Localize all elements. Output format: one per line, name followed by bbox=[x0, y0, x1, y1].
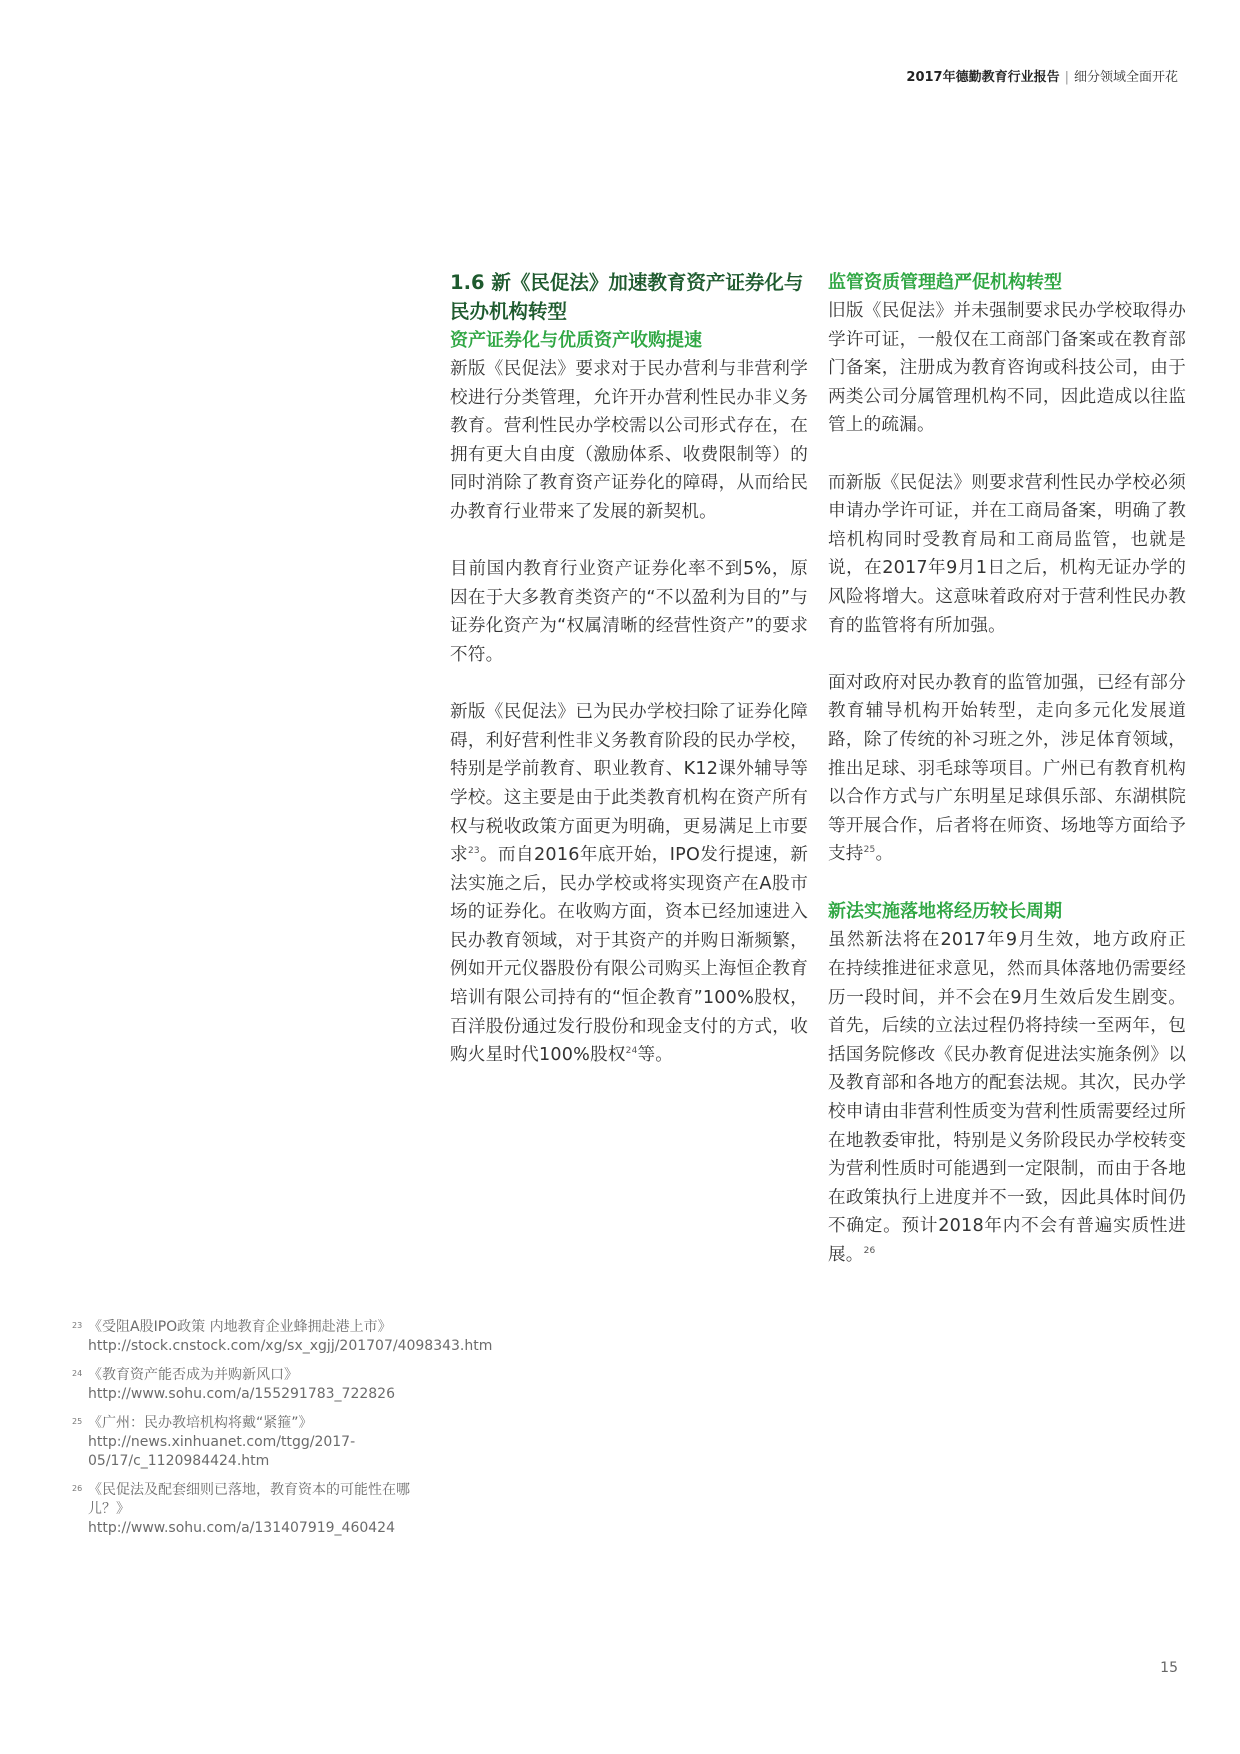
footnote-item: 25 《广州：民办教培机构将戴“紧箍”》http://news.xinhuanet.com/ttgg/2017-05/17/c_1120984424.htm bbox=[72, 1415, 356, 1469]
header-separator: | bbox=[1064, 70, 1069, 85]
subheading-implementation: 新法实施落地将经历较长周期 bbox=[828, 901, 1062, 923]
footnote-item: 24 《教育资产能否成为并购新风口》http://www.sohu.com/a/155291783_722826 bbox=[72, 1367, 395, 1402]
footnote-text[interactable]: 《教育资产能否成为并购新风口》http://www.sohu.com/a/155291783_722826 bbox=[88, 1367, 395, 1402]
section-title: 细分领域全面开花 bbox=[1073, 70, 1178, 85]
footnote-text[interactable]: 《民促法及配套细则已落地，教育资本的可能性在哪儿？》http://www.sohu.com/a/131407919_460424 bbox=[88, 1482, 410, 1536]
paragraph: 目前国内教育行业资产证券化率不到5%，原因在于大多教育类资产的“不以盈利为目的”与证券化资产为“权属清晰的经营性资产”的要求不符。 bbox=[450, 559, 808, 665]
paragraph: 而新版《民促法》则要求营利性民办学校必须申请办学许可证，并在工商局备案，明确了教培机构同时受教育局和工商局监管，也就是说，在2017年9月1日之后，机构无证办学的风险将增大。这意味着政府对于营利性民办教育的监管将有所加强。 bbox=[828, 472, 1186, 636]
footnote-ref[interactable]: 24 bbox=[625, 1046, 638, 1057]
footnote-ref[interactable]: 23 bbox=[468, 846, 480, 857]
subheading-securitization: 资产证券化与优质资产收购提速 bbox=[450, 330, 702, 351]
left-text-column bbox=[450, 268, 808, 1098]
paragraph: 旧版《民促法》并未强制要求民办学校取得办学许可证，一般仅在工商部门备案或在教育部门备案，注册成为教育咨询或科技公司，由于两类公司分属管理机构不同，因此造成以往监管上的疏漏。 bbox=[828, 301, 1186, 436]
paragraph: 面对政府对民办教育的监管加强，已经有部分教育辅导机构开始转型，走向多元化发展道路，除了传统的补习班之外，涉足体育领域，推出足球、羽毛球等项目。广州已有教育机构以合作方式与广东明星足球俱乐部、东湖棋院等开展合作，后者将在师资、场地等方面给予支持$^{25}$。 bbox=[828, 672, 1186, 865]
running-header bbox=[906, 66, 1178, 85]
paragraph: 新版《民促法》要求对于民办营利与非营利学校进行分类管理，允许开办营利性民办非义务教育。营利性民办学校需以公司形式存在，在拥有更大自由度（激励体系、收费限制等）的同时消除了教育资产证券化的障碍，从而给民办教育行业带来了发展的新契机。 bbox=[450, 359, 808, 522]
footnotes bbox=[72, 1318, 493, 1548]
footnote-item: 26 《民促法及配套细则已落地，教育资本的可能性在哪儿？》http://www.sohu.com/a/131407919_460424 bbox=[72, 1482, 410, 1536]
footnote-text[interactable]: 《受阻A股IPO政策 内地教育企业蜂拥赴港上市》http://stock.cnstock.com/xg/sx_xgjj/201707/4098343.htm bbox=[88, 1319, 493, 1354]
section-heading: 1.6 新《民促法》加速教育资产证券化与民办机构转型 bbox=[450, 271, 804, 323]
footnote-text[interactable]: 《广州：民办教培机构将戴“紧箍”》http://news.xinhuanet.com/ttgg/2017-05/17/c_1120984424.htm bbox=[88, 1415, 356, 1469]
paragraph: 虽然新法将在2017年9月生效，地方政府正在持续推进征求意见，然而具体落地仍需要经历一段时间，并不会在9月生效后发生剧变。首先，后续的立法过程仍将持续一至两年，包括国务院修改《民办教育促进法实施条例》以及教育部和各地方的配套法规。其次，民办学校申请由非营利性质变为营利性质需要经过所在地教委审批，特别是义务阶段民办学校转变为营利性质时可能遇到一定限制，而由于各地在政策执行上进度并不一致，因此具体时间仍不确定。预计2018年内不会有普遍实质性进展。$^{26}$ bbox=[828, 930, 1186, 1265]
paragraph: 新版《民促法》已为民办学校扫除了证券化障碍，利好营利性非义务教育阶段的民办学校，特别是学前教育、职业教育、K12课外辅导等学校。这主要是由于此类教育机构在资产所有权与税收政策方面更为明确，更易满足上市要求$^{23}$。而自2016年底开始，IPO发行提速，新法实施之后，民办学校或将实现资产在A股市场的证券化。在收购方面，资本已经加速进入民办教育领域，对于其资产的并购日渐频繁，例如开元仪器股份有限公司购买上海恒企教育培训有限公司持有的“恒企教育”100%股权，百洋股份通过发行股份和现金支付的方式，收购火星时代100%股权$^{24}$等。 bbox=[450, 702, 809, 1066]
report-title: 2017年德勤教育行业报告 bbox=[906, 70, 1060, 85]
right-text-column bbox=[828, 268, 1186, 1298]
footnote-item: 23 《受阻A股IPO政策 内地教育企业蜂拥赴港上市》http://stock.cnstock.com/xg/sx_xgjj/201707/4098343.htm bbox=[72, 1319, 493, 1354]
page-number: 15 bbox=[1160, 1660, 1178, 1676]
footnote-ref[interactable]: 26 bbox=[863, 1246, 876, 1257]
subheading-regulation: 监管资质管理趋严促机构转型 bbox=[828, 272, 1062, 293]
footnote-ref[interactable]: 25 bbox=[863, 845, 876, 856]
